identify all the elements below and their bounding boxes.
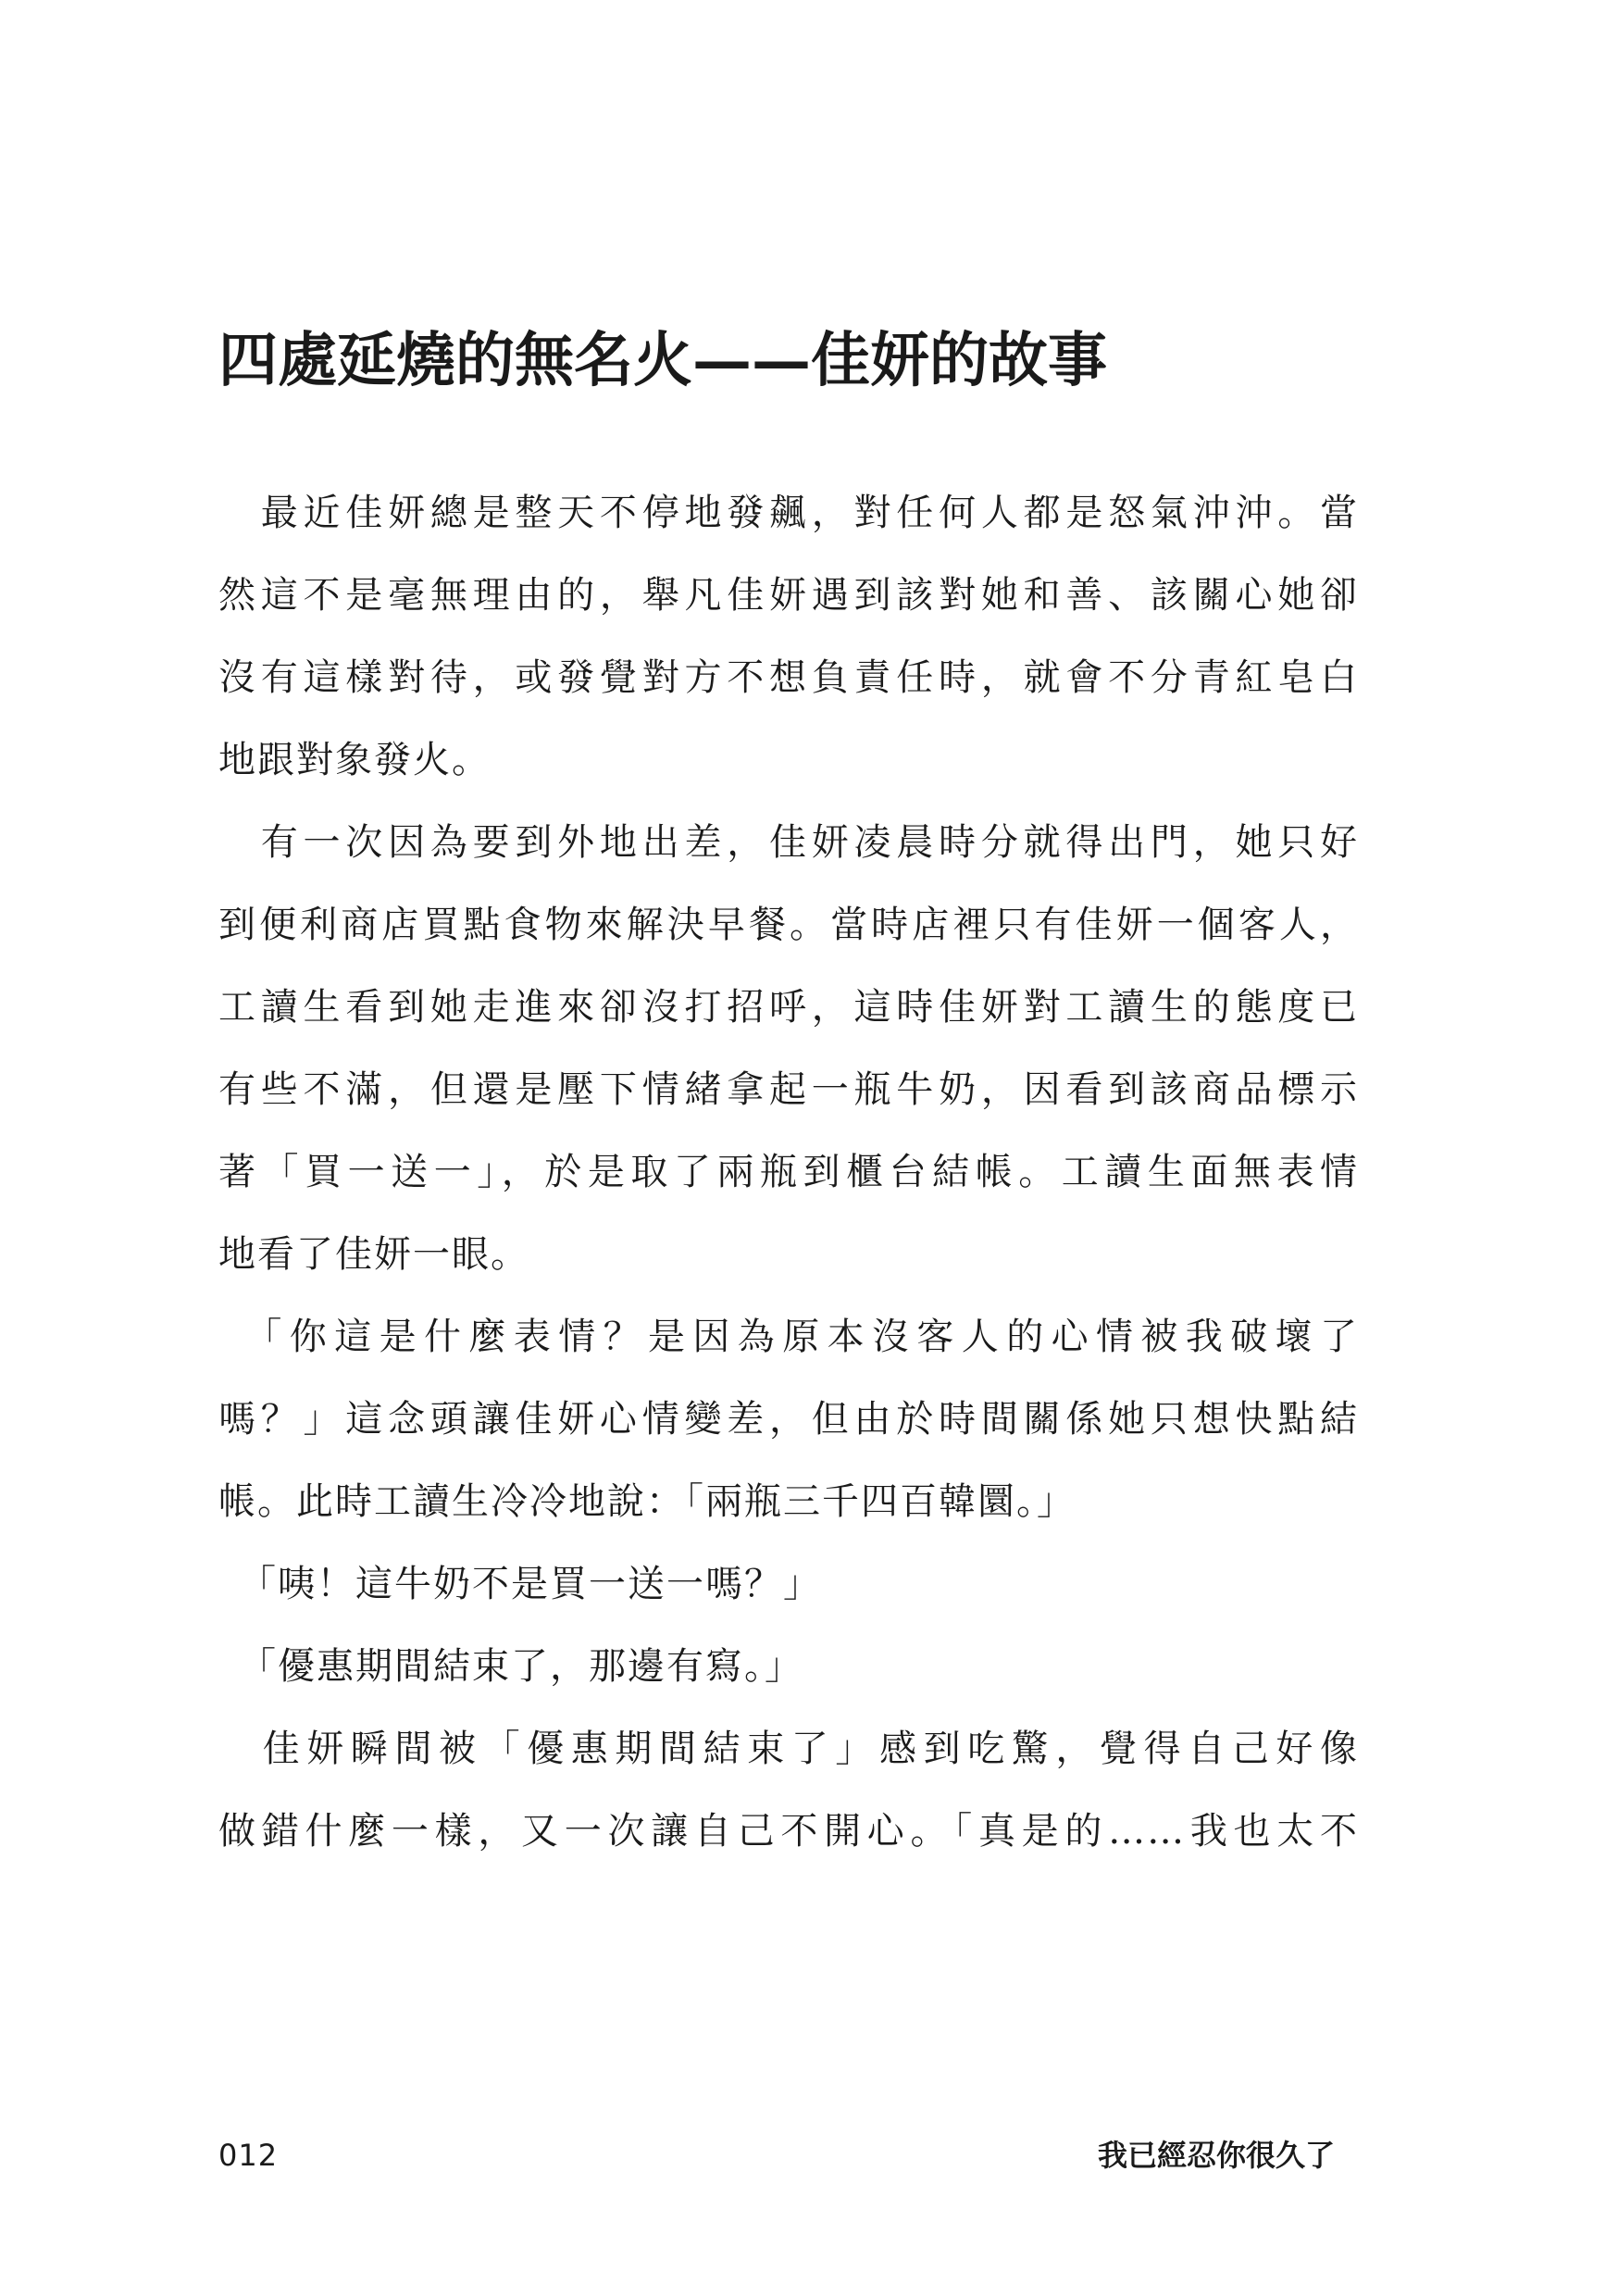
body-line: 「咦！這牛奶不是買一送一嗎？」 — [218, 1563, 822, 1605]
body-line: 然這不是毫無理由的，舉凡佳妍遇到該對她和善、該關心她卻 — [218, 574, 1359, 617]
body-line: 有一次因為要到外地出差，佳妍凌晨時分就得出門，她只好 — [218, 821, 1359, 864]
body-line: 佳妍瞬間被「優惠期間結束了」感到吃驚，覺得自己好像 — [218, 1728, 1359, 1770]
body-line: 到便利商店買點食物來解決早餐。當時店裡只有佳妍一個客人， — [218, 904, 1359, 946]
body-line: 地看了佳妍一眼。 — [218, 1233, 529, 1276]
body-line: 沒有這樣對待，或發覺對方不想負責任時，就會不分青紅皂白 — [218, 656, 1359, 699]
body-line: 有些不滿，但還是壓下情緒拿起一瓶牛奶，因看到該商品標示 — [218, 1068, 1359, 1111]
body-line: 帳。此時工讀生冷冷地說：「兩瓶三千四百韓圜。」 — [218, 1480, 1076, 1523]
running-footer-title: 我已經忍你很久了 — [1097, 2138, 1335, 2173]
body-line: 「優惠期間結束了，那邊有寫。」 — [218, 1645, 803, 1688]
body-line: 地跟對象發火。 — [218, 739, 491, 781]
body-line: 「你這是什麼表情？是因為原本沒客人的心情被我破壞了 — [218, 1316, 1359, 1358]
body-line: 工讀生看到她走進來卻沒打招呼，這時佳妍對工讀生的態度已 — [218, 986, 1359, 1029]
body-text — [218, 472, 1359, 1873]
body-line: 著「買一送一」，於是取了兩瓶到櫃台結帳。工讀生面無表情 — [218, 1151, 1359, 1193]
body-line: 最近佳妍總是整天不停地發飆，對任何人都是怒氣沖沖。當 — [218, 492, 1359, 534]
body-line: 嗎？」這念頭讓佳妍心情變差，但由於時間關係她只想快點結 — [218, 1398, 1359, 1441]
body-line: 做錯什麼一樣，又一次讓自己不開心。「真是的……我也太不 — [218, 1810, 1359, 1853]
chapter-title: 四處延燒的無名火——佳妍的故事 — [218, 326, 1107, 395]
page-number: 012 — [218, 2138, 279, 2173]
